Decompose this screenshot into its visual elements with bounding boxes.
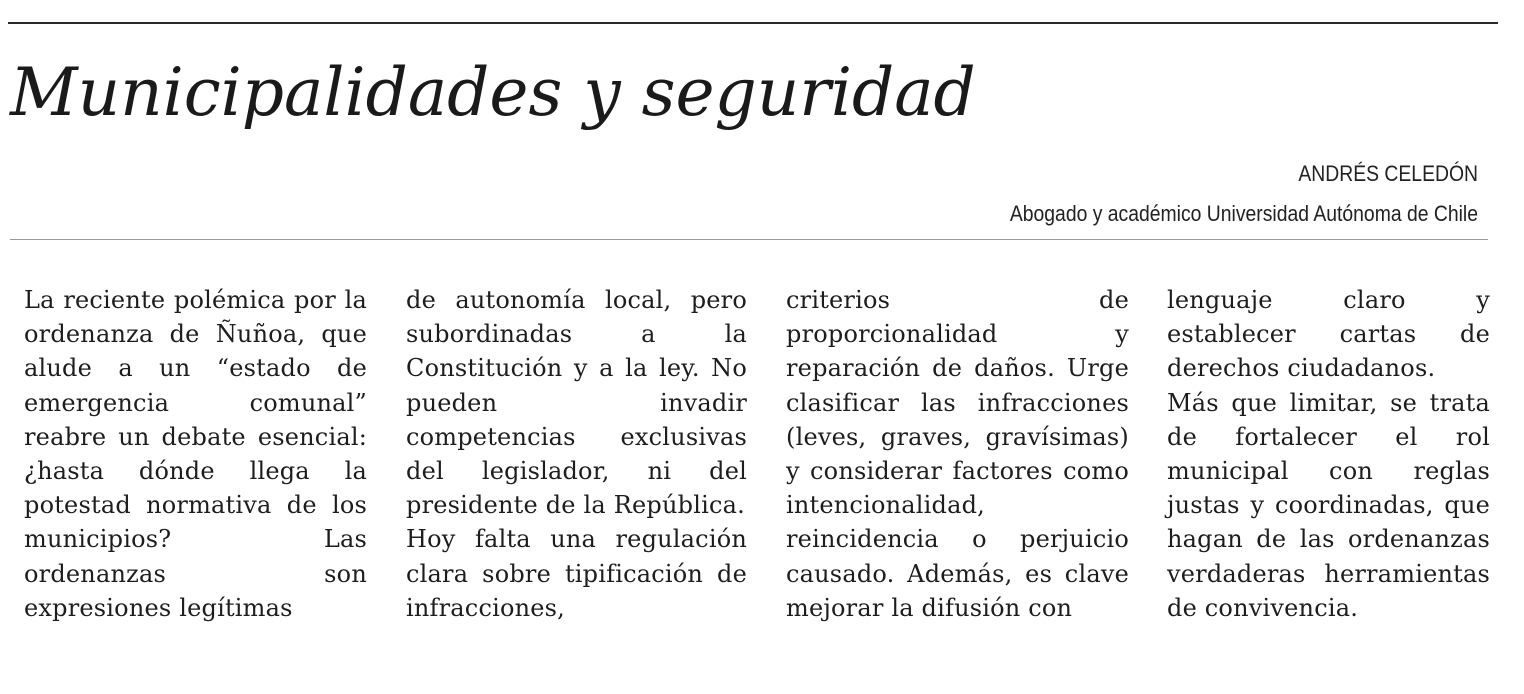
top-rule bbox=[8, 22, 1498, 24]
text-column-2 bbox=[406, 283, 747, 625]
article-body bbox=[0, 283, 1524, 663]
text-column-3 bbox=[786, 283, 1129, 625]
author-role: Abogado y académico Universidad Autónoma de Chile bbox=[1009, 201, 1478, 226]
paragraph: Hoy falta una regulación clara sobre tipificación de infracciones, bbox=[406, 525, 747, 622]
byline bbox=[946, 160, 1478, 228]
text-column-1 bbox=[24, 283, 367, 625]
paragraph: lenguaje claro y establecer cartas de derechos ciudadanos. bbox=[1167, 286, 1490, 383]
paragraph: Más que limitar, se trata de fortalecer el rol municipal con reglas justas y coordinadas, que hagan de las ordenanzas verdaderas herramientas de convivencia. bbox=[1167, 388, 1490, 622]
paragraph: criterios de proporcionalidad y reparación de daños. Urge clasificar las infracciones (leves, graves, gravísimas) y considerar factores como intencionalidad, reincidencia o perjuicio causado. Además, es clave mejorar la difusión con bbox=[786, 286, 1129, 622]
paragraph: La reciente polémica por la ordenanza de Ñuñoa, que alude a un “estado de emergencia comunal” reabre un debate esencial: ¿hasta dónde llega la potestad normativa de los municipios? Las ordenanzas son expresiones legítimas bbox=[24, 286, 367, 622]
byline-divider bbox=[10, 239, 1488, 240]
article-headline: Municipalidades y seguridad bbox=[10, 54, 976, 131]
paragraph: de autonomía local, pero subordinadas a la Constitución y a la ley. No pueden invadir competencias exclusivas del legislador, ni del presidente de la República. bbox=[406, 286, 747, 520]
author-name: ANDRÉS CELEDÓN bbox=[1298, 161, 1478, 186]
text-column-4 bbox=[1167, 283, 1490, 625]
